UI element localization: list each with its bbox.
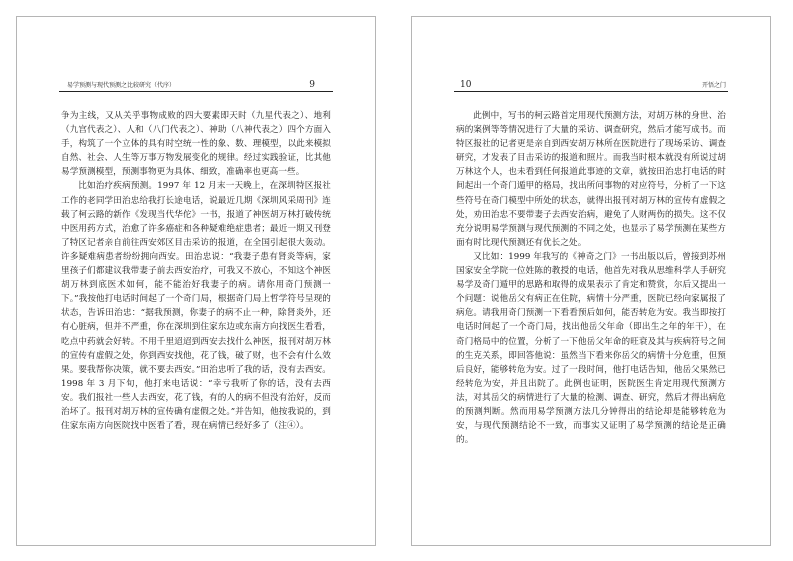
- paragraph: 又比如：1999 年我写的《神奇之门》一书出版以后，曾接到苏州国家安全学院一位姓陈的教授的电话，他首先对我从思维科学人手研究易学及奇门遁甲的思路和取得的成果表示了肯定和赞赏，尔后又提出一个问题：说他岳父有病正在住院，病情十分严重，医院已经向家属报了病危。请我用奇门预测一下看看预后如何，能否转危为安。我当即按打电话时间起了一个奇门局，找出他岳父年命（即出生之年的年干），在奇门格局中的位置，分析了一下他岳父年命的旺衰及其与疾病符号之间的生克关系，即回答他说：虽然当下看来你岳父的病情十分危重，但预后良好，能够转危为安。过了一段时间，他打电话告知，他岳父果然已经转危为安，并且出院了。此例也证明，医院医生肯定用现代预测方法，对其岳父的病情进行了大量的检测、调查、研究，然后才得出病危的预测判断。然而用易学预测方法几分钟得出的结论却是能够转危为安，与现代预测结论不一致，而事实又证明了易学预测的结论是正确的。: [456, 251, 726, 446]
- header-title: 易学预测与现代预测之比较研究（代序）: [67, 82, 176, 89]
- paragraph: 此例中，写书的柯云路首定用现代预测方法，对胡万林的身世、治病的案例等等情况进行了大量的采访、调查研究，然后才能写成书。而特区报社的记者更是亲自到西安胡万林所在医院进行了现场采访、调查研究，才发表了目击采访的报道和照片。而我当时根本就没有所说过胡万林这个人，也未看到任何报道此事迹的文章，就按田治忠打电话的时间起出一个奇门遁甲的格局，找出所问事物的对应符号，分析了一下这些符号在奇门模型中所处的状态，就得出报刊对胡万林的宣传有虚假之处，劝田治忠不要带妻子去西安治病，避免了人财两伤的损失。这不仅充分说明易学预测与现代预测的不同之处，也显示了易学预测在某些方面有时比现代预测还有优长之处。: [456, 111, 726, 248]
- page-number: 9: [309, 80, 315, 90]
- right-page: [411, 16, 771, 546]
- page-number: 10: [460, 80, 472, 90]
- page-body: [456, 109, 726, 447]
- paragraph: 争为主线，又从关乎事物成败的四大要素即天时（九星代表之）、地利（九宫代表之）、人和（八门代表之）、神助（八神代表之）四个方面入手，构筑了一个立体的具有时空统一性的象、数、理模型，以此来模拟自然、社会、人生等万事万物发展变化的规律。经过实践验证，比其他易学预测模型，预测事物更为具体、细致，准确率也更高一些。: [61, 111, 331, 178]
- left-page: [16, 16, 376, 546]
- running-header: [454, 77, 728, 92]
- paragraph: 比如治疗疾病预测。1997 年 12 月末一天晚上，在深圳特区报社工作的老同学田治忠给我打长途电话，说最近几期《深圳风采周刊》连载了柯云路的新作《发现当代华佗》一书，报道了神医胡万林打破传统中医用药方式，治愈了许多癌症和各种疑难绝症患者；最近一期又刊登了特区记者亲自前往西安郊区目击采访的报道，在全国引起很大轰动。许多疑难病患者纷纷拥向西安。田治忠说：“我妻子患有肾炎等病，家里孩子们都建议我带妻子前去西安治疗，可我又不放心，不知这个神医胡万林到底医术如何，能不能治好我妻子的病。请你用奇门预测一下。”我按他打电话时间起了一个奇门局，根据奇门局上哲学符号呈现的状态，告诉田治忠：“据我预测，你妻子的病不止一种，除肾炎外，还有心脏病，但并不严重，你在深圳到住家东边或东南方向找医生看看，吃点中药就会好转。不用千里迢迢到西安去找什么神医，报刊对胡万林的宣传有虚假之处，你到西安找他，花了钱，破了财，也不会有什么效果。要我帮你决策，就不要去西安。”田治忠听了我的话，没有去西安。1998 年 3 月下旬，他打来电话说：“幸亏我听了你的话，没有去西安。我们报社一些人去西安，花了钱，有的人的病不但没有治好，反而治坏了。报刊对胡万林的宣传确有虚假之处。”并告知，他按我说的，到住家东南方向医院找中医看了看，现在病情已经好多了（注④）。: [61, 181, 331, 432]
- running-header: [59, 77, 333, 92]
- header-title: 开悟之门: [701, 82, 726, 89]
- page-body: [61, 109, 331, 433]
